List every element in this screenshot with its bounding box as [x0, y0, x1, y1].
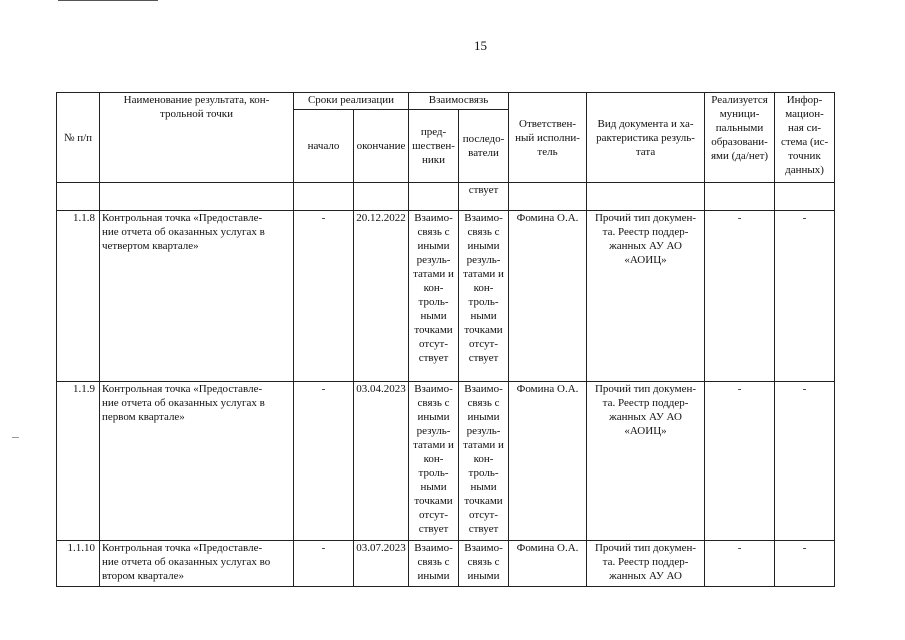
top-rule — [58, 0, 158, 1]
row-end: 20.12.2022 — [354, 211, 409, 382]
row-name: Контрольная точка «Предоставле- ние отчета об оказанных услугах в первом квартале» — [100, 382, 294, 541]
carry-cell — [100, 183, 294, 211]
carry-successors: ствует — [459, 183, 509, 211]
page-number: 15 — [474, 38, 487, 53]
header-term-start: начало — [294, 110, 354, 183]
row-end: 03.07.2023 — [354, 541, 409, 587]
carry-cell — [57, 183, 100, 211]
row-municipal: - — [705, 541, 775, 587]
row-responsible: Фомина О.А. — [509, 541, 587, 587]
carry-cell — [509, 183, 587, 211]
carry-cell — [587, 183, 705, 211]
table-row — [57, 541, 835, 587]
row-end: 03.04.2023 — [354, 382, 409, 541]
row-municipal: - — [705, 211, 775, 382]
table-row — [57, 382, 835, 541]
row-predecessors: Взаимо- связь с иными — [409, 541, 459, 587]
margin-mark — [12, 437, 19, 438]
header-predecessors: пред- шествен- ники — [409, 110, 459, 183]
carry-cell — [409, 183, 459, 211]
row-successors: Взаимо- связь с иными резуль- татами и кон- троль- ными точками отсут- ствует — [459, 211, 509, 382]
header-relation: Взаимосвязь — [409, 93, 509, 110]
row-successors: Взаимо- связь с иными — [459, 541, 509, 587]
carry-cell — [705, 183, 775, 211]
row-num: 1.1.8 — [57, 211, 100, 382]
carry-cell — [775, 183, 835, 211]
carry-cell — [294, 183, 354, 211]
header-name: Наименование результата, кон- трольной точки — [100, 93, 294, 183]
carry-over-row — [57, 183, 835, 211]
row-successors: Взаимо- связь с иными резуль- татами и кон- троль- ными точками отсут- ствует — [459, 382, 509, 541]
header-successors: последо- ватели — [459, 110, 509, 183]
row-municipal: - — [705, 382, 775, 541]
header-municipal: Реализуется муници- пальными образовани- ями (да/нет) — [705, 93, 775, 183]
header-terms: Сроки реализации — [294, 93, 409, 110]
row-name: Контрольная точка «Предоставле- ние отчета об оказанных услугах во втором квартале» — [100, 541, 294, 587]
row-doc-type: Прочий тип докумен- та. Реестр поддер- жанных АУ АО «АОИЦ» — [587, 211, 705, 382]
row-doc-type: Прочий тип докумен- та. Реестр поддер- жанных АУ АО — [587, 541, 705, 587]
header-term-end: окончание — [354, 110, 409, 183]
header-info-system: Инфор- мацион- ная си- стема (ис- точник данных) — [775, 93, 835, 183]
row-info-system: - — [775, 211, 835, 382]
row-num: 1.1.10 — [57, 541, 100, 587]
row-predecessors: Взаимо- связь с иными резуль- татами и кон- троль- ными точками отсут- ствует — [409, 211, 459, 382]
header-responsible: Ответствен- ный исполни- тель — [509, 93, 587, 183]
plan-table — [56, 92, 835, 587]
table-row — [57, 211, 835, 382]
row-start: - — [294, 211, 354, 382]
row-info-system: - — [775, 541, 835, 587]
header-doc-type: Вид документа и ха- рактеристика резуль- тата — [587, 93, 705, 183]
header-row-1 — [57, 93, 835, 110]
row-name: Контрольная точка «Предоставле- ние отчета об оказанных услугах в четвертом квартале» — [100, 211, 294, 382]
carry-cell — [354, 183, 409, 211]
row-responsible: Фомина О.А. — [509, 382, 587, 541]
row-responsible: Фомина О.А. — [509, 211, 587, 382]
row-doc-type: Прочий тип докумен- та. Реестр поддер- жанных АУ АО «АОИЦ» — [587, 382, 705, 541]
row-info-system: - — [775, 382, 835, 541]
row-start: - — [294, 382, 354, 541]
row-predecessors: Взаимо- связь с иными резуль- татами и кон- троль- ными точками отсут- ствует — [409, 382, 459, 541]
row-num: 1.1.9 — [57, 382, 100, 541]
header-num: № п/п — [57, 93, 100, 183]
row-start: - — [294, 541, 354, 587]
